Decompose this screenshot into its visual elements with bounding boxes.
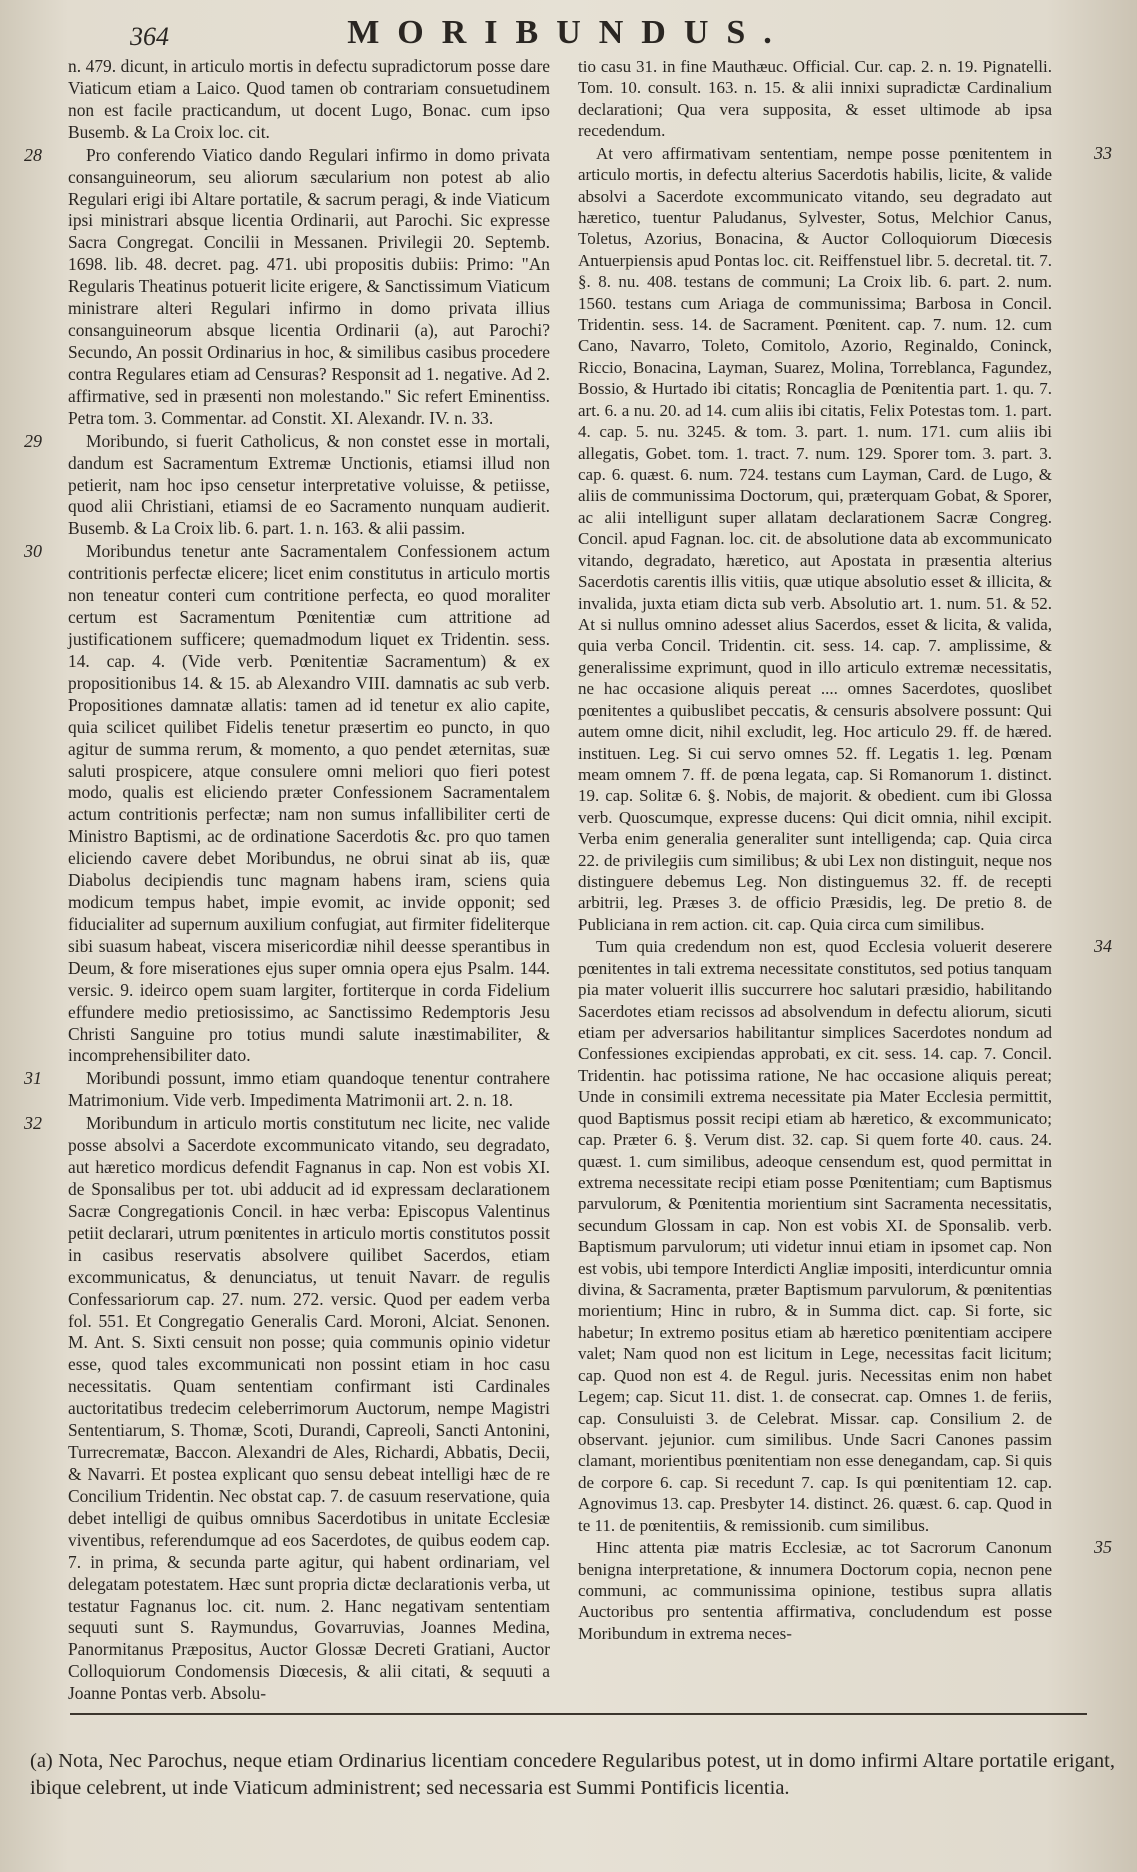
paragraph <box>24 1068 550 1112</box>
paragraph-text: Moribundo, si fuerit Catholicus, & non constet esse in mortali, dandum est Sacramentum Extremæ Unctionis, etiamsi illud non petierit, nam hoc ipso censetur interpretative voluisse, & petiisse, quod alii Christiani, etiamsi de eo Sacramento nunquam audierit. Busemb. & La Croix lib. 6. part. 1. n. 163. & alii passim. <box>68 430 550 539</box>
paragraph-number: 32 <box>24 1113 42 1134</box>
paragraph <box>578 142 1112 936</box>
page-number: 364 <box>130 22 169 51</box>
footnote: (a) Nota, Nec Parochus, neque etiam Ordinarius licentiam concedere Regularibus potest, ut in domo infirmi Altare portatile erigant, ibique celebrent, ut inde Viaticum administrent; sed necessaria est Summi Pontificis licentia. <box>30 1750 1115 1799</box>
paragraph-text: Hinc attenta piæ matris Ecclesiæ, ac tot Sacrorum Canonum benigna interpretatione, & innumera Doctorum copia, necnon pene communi, ac communissima opinione, testibus supra allatis Auctoribus pro sententia affirmativa, concludendum est posse Moribundum in extrema neces- <box>578 1538 1052 1643</box>
paragraph-number: 34 <box>1094 936 1112 957</box>
paragraph-text: Moribundus tenetur ante Sacramentalem Confessionem actum contritionis perfectæ elicere; licet enim constitutus in articulo mortis non teneatur conteri cum contritione perfecta, eo quod moraliter certum est Sacramentum Pœnitentiæ cum attritione ad justificationem sufficere; quemadmodum liquet ex Tridentin. sess. 14. cap. 4. (Vide verb. Pœnitentiæ Sacramentum) & ex propositionibus 14. & 15. ab Alexandro VIII. damnatis ac sub verb. Propositiones damnatæ allatis: tamen ad id tenetur ex alio capite, quia scilicet quilibet Fidelis tenetur præsertim eo puncto, in quo agitur de summa rerum, & momento, a quo pendet æternitas, suæ saluti prospicere, atque consulere omni meliori quo fieri potest modo, qualis est eliciendo præter Confessionem Sacramentalem actum contritionis perfectæ; nam non sumus infallibiliter certi de Ministro Baptismi, ac de ordinatione Sacerdotis &c. pro quo tamen eliciendo cavere debet Moribundus, ne obrui sinat ab iis, quæ Diabolus decipiendis tunc magnam habens iram, sciens quia modicum tempus habet, impie evomit, ac invide opponit; sed fiducialiter ad supernum auxilium confugiat, aut firmiter fideliterque sibi suasum habeat, viscera misericordiæ nihil deesse sperantibus in Deum, & fore miserationes ejus super omnia opera ejus Psalm. 144. versic. 9. ideirco opem suam largiter, fortiterque in corda Fidelium effundere medio pretiosissimo, ac Sanctissimo Redemptoris Jesu Christi Sanguine pro totius mundi salute inæstimabiliter, & incomprehensibiliter dato. <box>68 541 550 1066</box>
paragraph <box>578 56 1052 142</box>
paragraph-text: tio casu 31. in fine Mauthæuc. Official. Cur. cap. 2. n. 19. Pignatelli. Tom. 10. consult. 163. n. 15. & alii innixi supradictæ Cardinalium declarationi; Qua vera supposita, & esset ultimode ab ipsa recedendum. <box>578 57 1052 141</box>
paragraph-text: n. 479. dicunt, in articulo mortis in defectu supradictorum posse dare Viaticum etiam a Laico. Quod tamen ob contrariam consuetudinem non est facile practicandum, ut docent Lugo, Bonac. cum ipso Busemb. & La Croix loc. cit. <box>68 56 550 142</box>
paragraph-number: 28 <box>24 144 42 165</box>
paragraph <box>24 541 550 1067</box>
paragraph-number: 35 <box>1094 1537 1112 1558</box>
paragraph-text: Tum quia credendum non est, quod Ecclesia voluerit deserere pœnitentes in tali extrema necessitate constitutos, sed potius tanquam pia mater voluerit illis succurrere hoc salutari præsidio, habilitando Sacerdotes etiam recissos ad absolvendum in defectu aliorum, sicuti etiam per adversarios habilitantur simplices Sacerdotes nondum ad Confessiones excipiendas approbati, ex cit. sess. 14. cap. 7. Concil. Tridentin. hac potissima ratione, Ne hac occasione aliquis pereat; Unde in consimili extrema necessitate pia Mater Ecclesia permittit, quod Baptismus possit recipi etiam ab hæretico, & excommunicato; cap. Præter 6. §. Verum dist. 32. cap. Si quem forte 40. caus. 24. quæst. 1. cum similibus, adeoque censendum est, quod permittat in extrema necessitate recipi etiam posse Pœnitentiam; cum Baptismus parvulorum, & Pœnitentia morientium sint Sacramenta necessitatis, secundum Glossam in cap. Non est vobis XI. de Sponsalib. verb. Baptismum parvulorum; uti videtur innui etiam in ipsomet cap. Non est vobis, ubi tempore Interdicti Angliæ impositi, interdicuntur omnia divina, & Sacramenta, præter Baptismum parvulorum, & pœnitentias morientium; Hinc in rubro, & in Summa dict. cap. Si forte, sic habetur; In extremo positus etiam ab hæretico pœnitentiam accipere valet; Nam quod non est licitum in Lege, necessitas facit licitum; cap. Quod non est 4. de Regul. juris. Necessitas enim non habet Legem; cap. Sicut 11. dist. 1. de consecrat. cap. Omnes 1. de feriis, cap. Consuluisti 3. de Celebrat. Missar. cap. Consilium 2. de observant. jejunior. cum similibus. Unde Sacri Canones passim clamant, morientibus pœnitentiam non esse denegandam, cap. Si quis de corpore 6. cap. Si recedunt 7. cap. Is qui pœnitentiam 12. cap. Agnovimus 13. cap. Presbyter 14. distinct. 26. quæst. 6. cap. Quod in te 11. de pœnitentiis, & remissionib. cum similibus. <box>578 937 1052 1535</box>
right-column <box>578 56 1112 1645</box>
footnote-divider <box>70 1713 1087 1715</box>
paragraph-text: Moribundi possunt, immo etiam quandoque tenentur contrahere Matrimonium. Vide verb. Impedimenta Matrimonii art. 2. n. 18. <box>68 1068 550 1111</box>
paragraph-text: At vero affirmativam sententiam, nempe posse pœnitentem in articulo mortis, in defectu alterius Sacerdotis habilis, licite, & valide absolvi a Sacerdote excommunicato vitando, seu degradato aut hæretico, tuentur Paludanus, Sylvester, Sotus, Melchior Canus, Toletus, Azorius, Bonacina, & Auctor Colloquiorum Diœcesis Antuerpiensis apud Pontas loc. cit. Reiffenstuel libr. 5. decretal. tit. 7. §. 8. nu. 408. testans de communi; La Croix lib. 6. part. 2. num. 1560. testans cum Ariaga de communissima; Barbosa in Concil. Tridentin. sess. 14. de Sacrament. Pœnitent. cap. 7. num. 12. cum Cano, Navarro, Toleto, Comitolo, Azorio, Reginaldo, Coninck, Riccio, Bonacina, Layman, Suarez, Molina, Torreblanca, Fagundez, Bossio, & Hurtado ibi citatis; Roncaglia de Pœnitentia part. 1. qu. 7. art. 6. a nu. 20. ad 14. cum aliis ibi citatis, Felix Potestas tom. 1. part. 4. cap. 5. nu. 3245. & tom. 3. part. 1. num. 171. cum aliis ibi allegatis, Gobet. tom. 1. tract. 7. num. 129. Sporer tom. 3. part. 3. cap. 6. quæst. 6. num. 724. testans cum Layman, Card. de Lugo, & aliis de communissima Doctorum, qui, præterquam Gobat, & Sporer, ac alii intelligunt super allatam declarationem Sacræ Congreg. Concil. apud Fagnan. loc. cit. de absolutione data ab excommunicato vitando, degradato, hæretico, aut Apostata in præsentia alterius Sacerdotis carentis illis vitiis, quæ utique absolutio esset & illicita, & invalida, juxta etiam dicta sub verb. Absolutio art. 1. num. 51. & 52. At si nullus omnino adesset alius Sacerdos, esset & licita, & valida, quia verba Concil. Tridentin. cit. sess. 14. cap. 7. amplissime, & generalissime exprimunt, quod in illo articulo extremæ necessitatis, ne hac occasione aliquis pereat .... omnes Sacerdotes, quoslibet pœnitentes a quibuslibet peccatis, & censuris absolvere possunt: Qui autem omne dicit, nihil excludit, leg. Hoc articulo 29. ff. de hæred. instituen. Leg. Si cui servo omnes 52. ff. Legatis 1. leg. Pœnam meam omnem 7. ff. de pœna legata, cap. Si Romanorum 1. distinct. 19. cap. Solitæ 6. §. Nobis, de majorit. & obedient. cum ibi Glossa verb. Quoscumque, expresse ducens: Qui dicit omnia, nihil excipit. Verba enim generalia generaliter sunt intelligenda; cap. Quia circa 22. de privilegiis cum similibus; & ubi Lex non distinguit, neque nos distinguere debemus Leg. Non distinguemus 32. ff. de recepti arbitrii, leg. Præses 3. de officio Præsidis, leg. De pretio 8. de Publiciana in rem action. cit. cap. Quia circa cum similibus. <box>578 143 1052 934</box>
running-title: MORIBUNDUS. <box>347 14 790 51</box>
paragraph <box>24 144 550 430</box>
paragraph <box>578 1537 1112 1644</box>
paragraph-number: 29 <box>24 430 42 451</box>
paragraph-text: Moribundum in articulo mortis constitutum nec licite, nec valide posse absolvi a Sacerdote excommunicato vitando, seu degradato, aut hæretico mordicus defendit Fagnanus in cap. Non est vobis XI. de Sponsalibus per tot. ubi adducit ad id expressam declarationem Sacræ Congregationis Concil. in hæc verba: Episcopus Valentinus petiit declarari, utrum pœnitentes in articulo mortis constitutos possit in casibus reservatis absolvere quilibet Sacerdos, etiam excommunicatus, & denunciatus, ut tenuit Navarr. de regulis Confessariorum cap. 27. num. 272. versic. Quod per eadem verba fol. 551. Et Congregatio Generalis Card. Moroni, Alciat. Senonen. M. Ant. S. Sixti censuit non posse; quia communis opinio videtur esse, quod tales excommunicati non possint etiam in hoc casu necessitatis. Quam sententiam confirmant isti Cardinales auctoritatibus tredecim celeberrimorum Auctorum, nempe Magistri Sententiarum, S. Thomæ, Scoti, Durandi, Capreoli, Sancti Antonini, Turrecrematæ, Baccon. Alexandri de Ales, Richardi, Abbatis, Decii, & Navarri. Et postea explicant quo sensu debeat intelligi hæc de re Concilium Tridentin. Nec obstat cap. 7. de casuum reservatione, quia debet intelligi de quibus omnibus Sacerdotibus in unitate Ecclesiæ viventibus, referendumque ad eos Sacerdotes, de quibus eodem cap. 7. in prima, & secunda parte agitur, qui habent ordinariam, vel delegatam potestatem. Hæc sunt propria dictæ declarationis verba, ut testatur Fagnanus loc. cit. num. 2. Hanc negativam sententiam sequuti sunt S. Raymundus, Govarruvias, Joannes Medina, Panormitanus Præpositus, Auctor Glossæ Decreti Gratiani, Auctor Colloquiorum Condomensis Diœcesis, & alii citati, & sequuti a Joanne Pontas verb. Absolu- <box>68 1113 550 1704</box>
paragraph <box>68 56 550 144</box>
paragraph-number: 33 <box>1094 142 1112 163</box>
left-column <box>24 56 550 1706</box>
paragraph-number: 30 <box>24 541 42 562</box>
paragraph <box>24 1113 550 1705</box>
paragraph-text: Pro conferendo Viatico dando Regulari infirmo in domo privata consanguineorum, seu aliorum sæcularium non potest ab alio Regulari erigi ibi Altare portatile, & sacrum peragi, & inde Viaticum ipsi ministrari absque licentia Ordinarii, aut Parochi. Sic expresse Sacra Congregat. Concilii in Messanen. Privilegii 20. Septemb. 1698. lib. 48. decret. pag. 471. ubi propositis dubiis: Primo: "An Regularis Theatinus potuerit licite erigere, & Sanctissimum Viaticum ministrare alteri Regulari infirmo in domo privata illius consanguineorum absque licentia Ordinarii (a), aut Parochi? Secundo, An possit Ordinarius in hoc, & similibus casibus procedere contra Regulares etiam ad Censuras? Responsit ad 1. negative. Ad 2. affirmative, sed in præsenti non molestando." Sic refert Eminentiss. Petra tom. 3. Commentar. ad Constit. XI. Alexandr. IV. n. 33. <box>68 144 550 428</box>
paragraph-number: 31 <box>24 1068 42 1089</box>
page-header <box>40 14 1097 58</box>
paragraph <box>24 430 550 541</box>
paragraph <box>578 936 1112 1536</box>
